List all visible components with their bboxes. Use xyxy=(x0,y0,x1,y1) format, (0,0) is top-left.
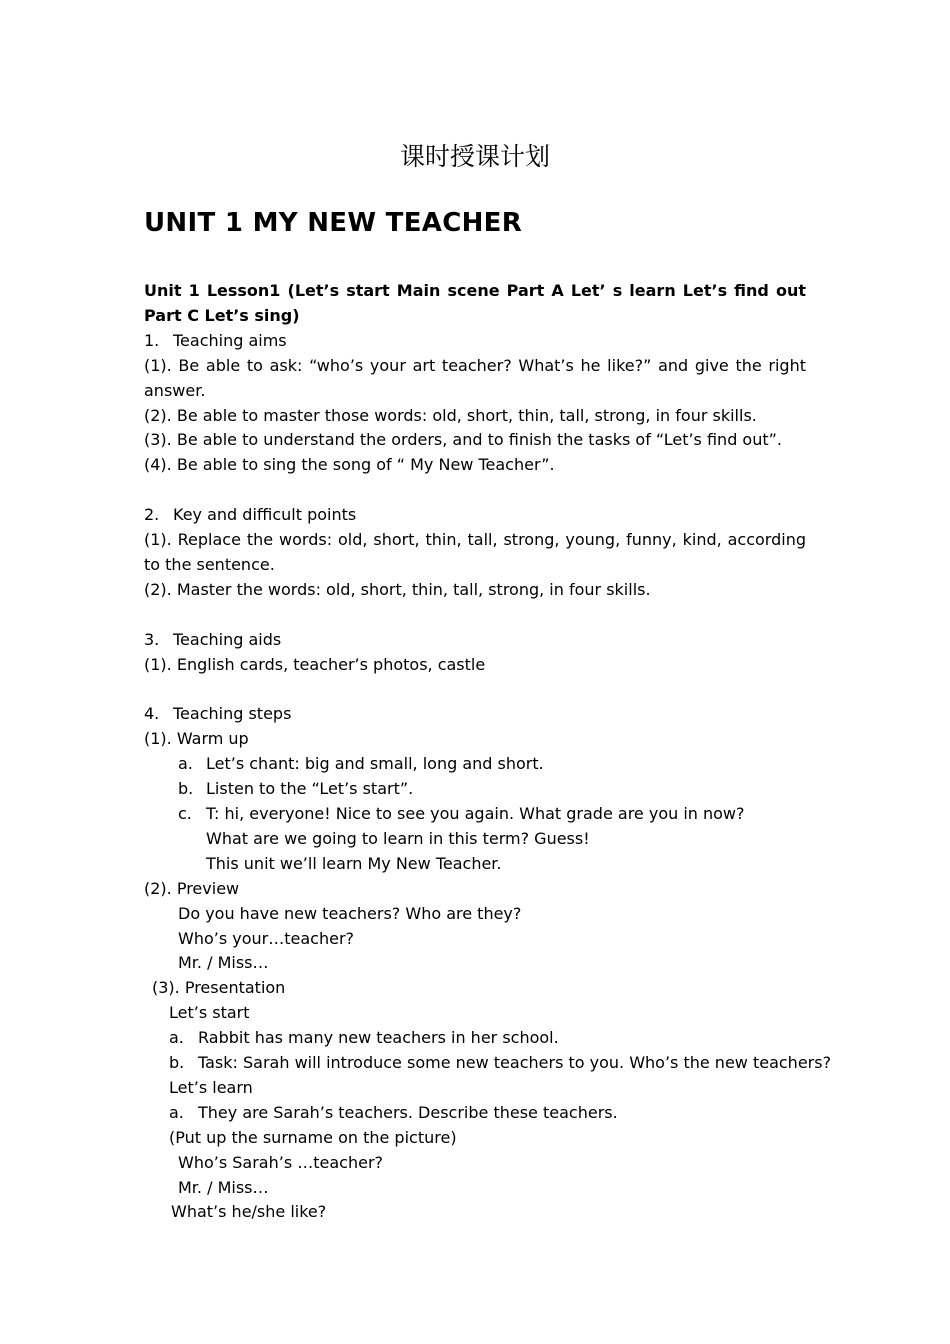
presentation-note: (Put up the surname on the picture) xyxy=(169,1127,457,1147)
preview-label: (2). Preview xyxy=(144,878,240,898)
warm-up-continuation: This unit we’ll learn My New Teacher. xyxy=(206,853,502,873)
lets-start-label: Let’s start xyxy=(169,1003,250,1023)
aim-item: (2). Be able to master those words: old, short, thin, tall, strong, in four skills. xyxy=(144,405,757,425)
aim-item: (3). Be able to understand the orders, and to finish the tasks of “Let’s find out”. xyxy=(144,430,783,450)
section-title: Teaching aims xyxy=(173,330,287,350)
aid-item: (1). English cards, teacher’s photos, castle xyxy=(144,654,486,674)
section-heading-steps xyxy=(144,702,806,727)
presentation-item xyxy=(144,1101,806,1126)
unit-heading: UNIT 1 MY NEW TEACHER xyxy=(144,208,523,238)
section-heading-aims xyxy=(144,329,806,354)
item-text: Task: Sarah will introduce some new teachers to you. Who’s the new teachers? xyxy=(198,1053,832,1073)
section-title: Teaching aids xyxy=(173,629,282,649)
item-letter: a. xyxy=(169,1102,184,1122)
section-number: 1. xyxy=(144,330,160,350)
item-letter: a. xyxy=(178,754,193,774)
section-title: Key and difficult points xyxy=(173,505,357,525)
lesson-title: Unit 1 Lesson1 (Let’s start Main scene Part A Let’ s learn Let’s find out Part C Let’s sing) xyxy=(144,281,806,325)
section-number: 3. xyxy=(144,629,160,649)
section-heading-key-points xyxy=(144,503,806,528)
document-title: 课时授课计划 xyxy=(399,142,550,171)
presentation-label: (3). Presentation xyxy=(152,978,286,998)
lets-learn-label: Let’s learn xyxy=(169,1077,253,1097)
presentation-question: Mr. / Miss… xyxy=(178,1177,269,1197)
spacer xyxy=(144,478,806,503)
key-point-item: (1). Replace the words: old, short, thin, tall, strong, young, funny, kind, according to the sentence. xyxy=(144,530,806,574)
item-text: They are Sarah’s teachers. Describe these teachers. xyxy=(198,1102,618,1122)
section-number: 2. xyxy=(144,505,160,525)
item-text: Rabbit has many new teachers in her school. xyxy=(198,1028,559,1048)
preview-line: Who’s your…teacher? xyxy=(178,928,355,948)
presentation-item xyxy=(144,1051,832,1076)
presentation-question: Who’s Sarah’s …teacher? xyxy=(178,1152,384,1172)
item-text: T: hi, everyone! Nice to see you again. What grade are you in now? xyxy=(206,803,745,823)
warm-up-item xyxy=(144,802,806,827)
item-letter: a. xyxy=(169,1028,184,1048)
item-letter: b. xyxy=(178,779,194,799)
warm-up-item xyxy=(144,752,806,777)
section-title: Teaching steps xyxy=(173,704,292,724)
document-body xyxy=(144,279,832,1225)
spacer xyxy=(144,603,806,628)
presentation-final-question: What’s he/she like? xyxy=(171,1202,327,1222)
section-heading-aids xyxy=(144,628,806,653)
section-number: 4. xyxy=(144,704,160,724)
item-letter: b. xyxy=(169,1053,185,1073)
preview-line: Mr. / Miss… xyxy=(178,953,269,973)
item-letter: c. xyxy=(178,803,192,823)
aim-item: (1). Be able to ask: “who’s your art teacher? What’s he like?” and give the right answer. xyxy=(144,355,806,400)
aim-item: (4). Be able to sing the song of “ My New Teacher”. xyxy=(144,455,555,475)
key-point-item: (2). Master the words: old, short, thin, tall, strong, in four skills. xyxy=(144,579,651,599)
warm-up-label: (1). Warm up xyxy=(144,729,249,749)
item-text: Let’s chant: big and small, long and short. xyxy=(206,754,544,774)
item-text: Listen to the “Let’s start”. xyxy=(206,779,414,799)
presentation-item xyxy=(144,1026,806,1051)
preview-line: Do you have new teachers? Who are they? xyxy=(178,903,522,923)
warm-up-item xyxy=(144,777,806,802)
warm-up-continuation: What are we going to learn in this term? Guess! xyxy=(206,828,590,848)
spacer xyxy=(144,677,806,702)
